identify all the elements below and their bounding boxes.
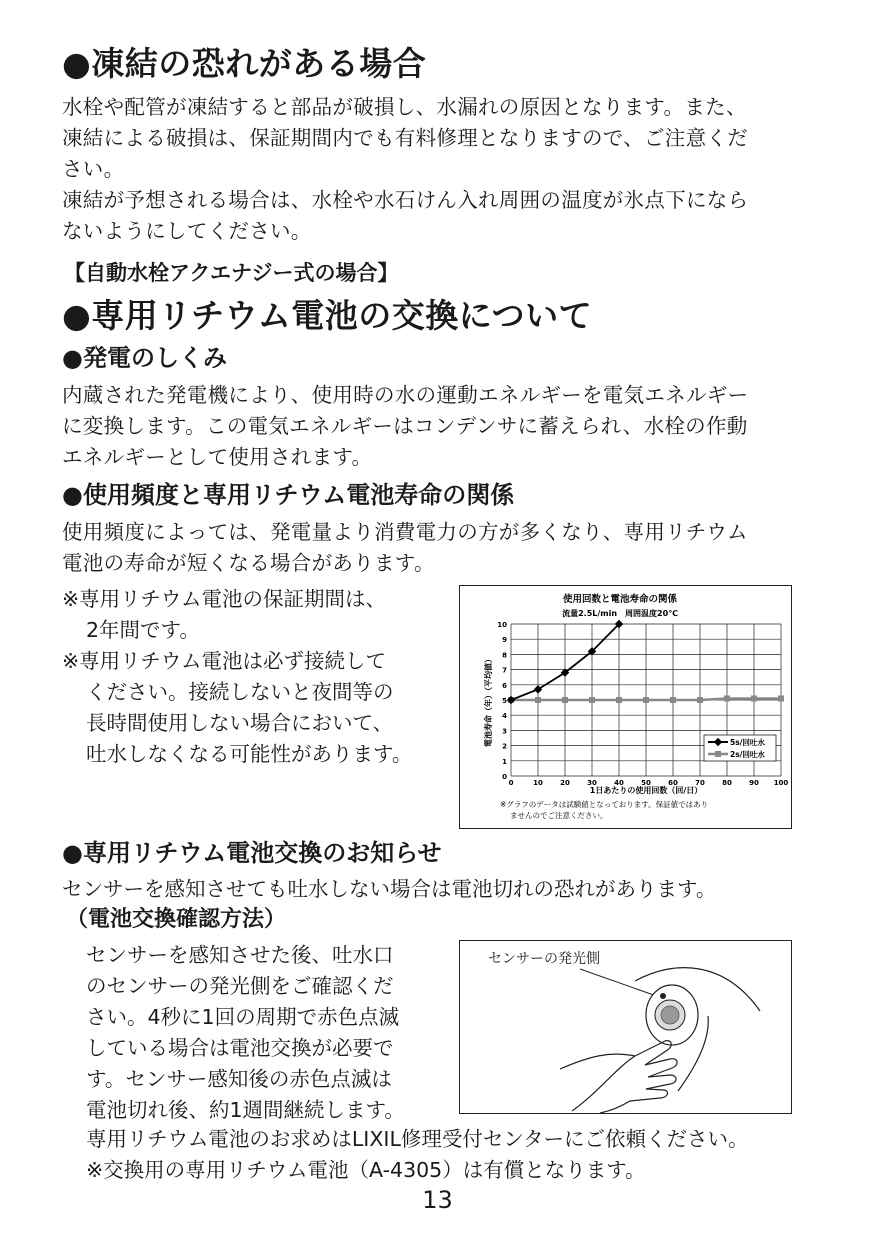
legend-marker-2s xyxy=(715,751,721,757)
chart-point xyxy=(535,697,541,703)
chart-subtitle: 流量2.5L/min 周囲温度20℃ xyxy=(562,609,678,618)
chart-point xyxy=(534,685,542,693)
chart-footnote: ませんのでご注意ください。 xyxy=(510,811,608,820)
chart-series xyxy=(507,620,784,704)
battery-heading: ●専用リチウム電池の交換について xyxy=(62,296,593,335)
purchase-line: 専用リチウム電池のお求めはLIXIL修理受付センターにご依頼ください。 xyxy=(86,1127,749,1151)
note-line: 長時間使用しない場合において、 xyxy=(86,711,394,735)
chart-y-tick-label: 1 xyxy=(502,757,507,766)
chart-point xyxy=(616,697,622,703)
chart-svg xyxy=(460,586,791,828)
legend-label-2s: 2s/回吐水 xyxy=(730,750,765,759)
chart-x-tick-label: 90 xyxy=(749,779,759,787)
hand-icon xyxy=(572,1041,677,1113)
chart-y-tick-label: 4 xyxy=(502,712,507,721)
sensor-illustration xyxy=(459,940,792,1114)
model-tag-label: 【自動水栓アクエナジー式の場合】 xyxy=(64,261,399,285)
purchase-line: ※交換用の専用リチウム電池（A-4305）は有償となります。 xyxy=(86,1158,646,1182)
chart-point xyxy=(589,697,595,703)
notice-lead: センサーを感知させても吐水しない場合は電池切れの恐れがあります。 xyxy=(62,877,717,901)
note-line: ください。接続しないと夜間等の xyxy=(86,680,394,704)
chart-y-tick-label: 8 xyxy=(502,651,507,660)
chart-x-tick-label: 30 xyxy=(587,779,597,787)
check-line: 電池切れ後、約1週間継続します。 xyxy=(86,1098,405,1122)
chart-x-tick-label: 20 xyxy=(560,779,570,787)
chart-y-tick-label: 10 xyxy=(497,621,507,629)
chart-point xyxy=(778,695,784,701)
generation-paragraph xyxy=(62,380,822,473)
frequency-heading: ●使用頻度と専用リチウム電池寿命の関係 xyxy=(62,481,515,509)
chart-point xyxy=(670,697,676,703)
chart-point xyxy=(751,695,757,701)
chart-x-tick-label: 10 xyxy=(533,779,543,787)
note-line: ※専用リチウム電池は必ず接続して xyxy=(62,649,387,673)
chart-y-tick-label: 9 xyxy=(502,636,507,645)
note-line: ※専用リチウム電池の保証期間は、 xyxy=(62,587,387,611)
chart-x-tick-label: 0 xyxy=(508,779,514,787)
chart-x-tick-label: 60 xyxy=(668,779,678,787)
page-number: 13 xyxy=(422,1186,453,1214)
freeze-heading: ●凍結の恐れがある場合 xyxy=(62,44,427,83)
check-line: している場合は電池交換が必要で xyxy=(86,1036,394,1060)
note-line: 2年間です。 xyxy=(86,618,200,642)
chart-y-tick-label: 2 xyxy=(502,742,507,751)
chart-title: 使用回数と電池寿命の関係 xyxy=(562,594,678,605)
chart-x-tick-label: 50 xyxy=(641,779,651,787)
chart-ticks xyxy=(497,621,788,787)
generation-line: 内蔵された発電機により、使用時の水の運動エネルギーを電気エネルギー xyxy=(62,383,749,407)
freeze-paragraph xyxy=(62,92,822,247)
warranty-note xyxy=(62,584,386,646)
check-line: さい。4秒に1回の周期で赤色点滅 xyxy=(86,1005,400,1029)
freeze-line: 凍結による破損は、保証期間内でも有料修理となりますので、ご注意くだ xyxy=(62,126,748,150)
sensor-emitter-label: センサーの発光側 xyxy=(488,951,600,967)
freeze-line: 凍結が予想される場合は、水栓や水石けん入れ周囲の温度が氷点下になら xyxy=(62,188,749,212)
check-line: す。センサー感知後の赤色点滅は xyxy=(86,1067,392,1091)
wrist-icon xyxy=(560,1054,635,1069)
sensor-emitter-icon xyxy=(660,993,666,999)
chart-y-tick-label: 3 xyxy=(502,727,507,736)
battery-life-chart xyxy=(459,585,792,829)
generation-heading: ●発電のしくみ xyxy=(62,344,227,372)
chart-y-tick-label: 6 xyxy=(502,681,507,690)
chart-point xyxy=(643,697,649,703)
chart-point xyxy=(724,695,730,701)
sensor-lens-icon xyxy=(661,1006,679,1024)
chart-x-tick-label: 40 xyxy=(614,779,624,787)
chart-x-tick-label: 70 xyxy=(695,779,705,787)
chart-x-label: 1日あたりの使用回数（回/日） xyxy=(589,786,703,795)
chart-footnote: ※グラフのデータは試験値となっております。保証値ではあり xyxy=(500,800,709,809)
purchase-info xyxy=(86,1124,749,1186)
generation-line: エネルギーとして使用されます。 xyxy=(62,445,373,469)
chart-x-tick-label: 80 xyxy=(722,779,732,787)
chart-point xyxy=(697,697,703,703)
freeze-line: 水栓や配管が凍結すると部品が破損し、水漏れの原因となります。また、 xyxy=(62,95,747,119)
frequency-line: 電池の寿命が短くなる場合があります。 xyxy=(62,551,435,575)
chart-y-label: 電池寿命（年）（平均値） xyxy=(484,655,493,747)
chart-legend xyxy=(704,735,776,761)
check-line: のセンサーの発光側をご確認くだ xyxy=(86,974,394,998)
note-line: 吐水しなくなる可能性があります。 xyxy=(86,742,413,766)
connection-note xyxy=(62,646,412,770)
chart-point xyxy=(562,697,568,703)
chart-x-tick-label: 100 xyxy=(773,779,789,787)
check-line: センサーを感知させた後、吐水口 xyxy=(86,943,394,967)
check-method-heading: （電池交換確認方法） xyxy=(66,907,287,932)
frequency-paragraph xyxy=(62,517,822,579)
chart-y-tick-label: 7 xyxy=(502,666,507,675)
frequency-line: 使用頻度によっては、発電量より消費電力の方が多くなり、専用リチウム xyxy=(62,520,748,544)
notice-heading: ●専用リチウム電池交換のお知らせ xyxy=(62,839,442,867)
generation-line: に変換します。この電気エネルギーはコンデンサに蓄えられ、水栓の作動 xyxy=(62,414,748,438)
chart-y-tick-label: 0 xyxy=(502,773,507,781)
check-method-paragraph xyxy=(86,940,405,1126)
freeze-line: さい。 xyxy=(62,157,125,181)
legend-label-5s: 5s/回吐水 xyxy=(730,738,765,747)
chart-y-tick-label: 5 xyxy=(502,697,507,705)
freeze-line: ないようにしてください。 xyxy=(62,219,312,243)
